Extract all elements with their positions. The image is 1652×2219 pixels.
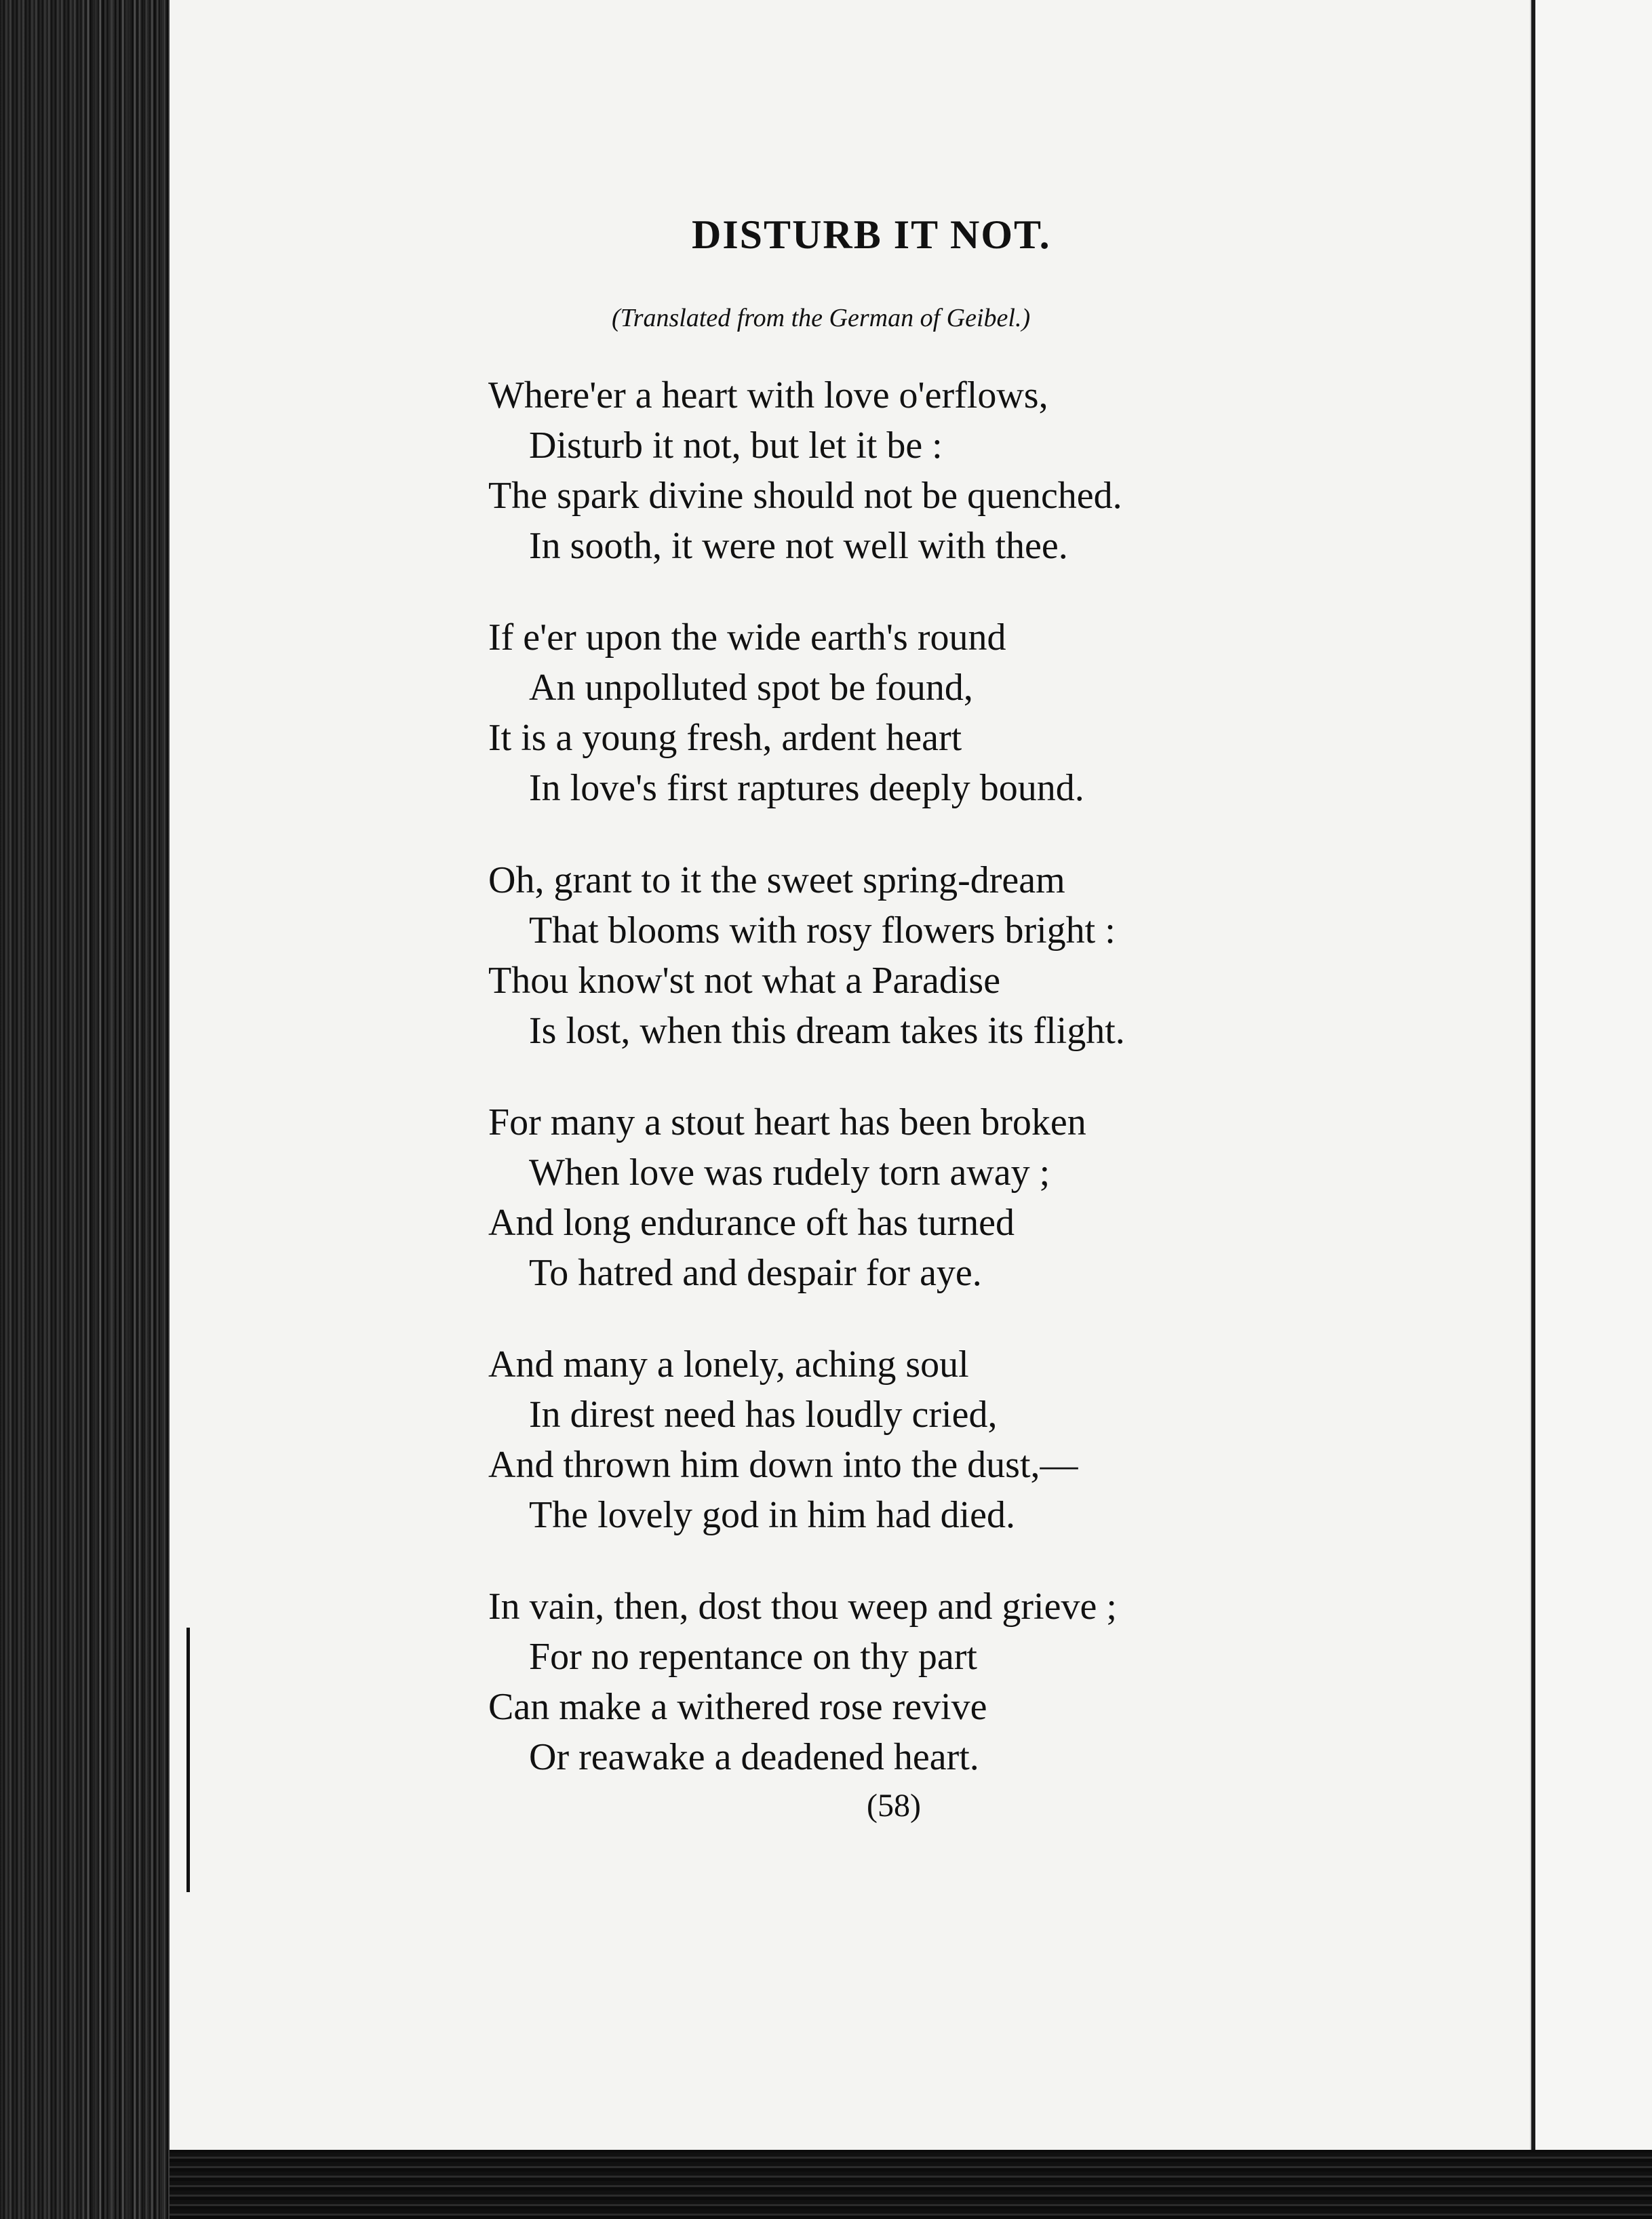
poem-line: The lovely god in him had died. [529,1494,1015,1536]
poem-line: And thrown him down into the dust,— [488,1444,1078,1486]
poem-line: The spark divine should not be quenched. [488,475,1122,517]
stanza-6 [488,1582,1117,1782]
poem-line: In love's first raptures deeply bound. [529,767,1084,809]
poem-line: And long endurance oft has turned [488,1202,1015,1244]
stanza-3 [488,855,1125,1056]
book-binding-edge [0,0,170,2219]
poem-line: Can make a withered rose revive [488,1686,987,1728]
poem-line: If e'er upon the wide earth's round [488,616,1006,659]
poem-line: In sooth, it were not well with thee. [529,525,1068,567]
margin-mark [186,1628,190,1892]
poem-line: Thou know'st not what a Paradise [488,960,1001,1002]
stanza-1 [488,370,1122,571]
poem-line: Disturb it not, but let it be : [529,425,943,467]
stanza-2 [488,612,1084,813]
poem-line: In direst need has loudly cried, [529,1394,998,1436]
poem-line: That blooms with rosy flowers bright : [529,909,1116,951]
poem-line: When love was rudely torn away ; [529,1152,1050,1194]
poem-line: An unpolluted spot be found, [529,667,973,709]
poem-subtitle: (Translated from the German of Geibel.) [612,304,1031,332]
poem-line: In vain, then, dost thou weep and grieve ; [488,1586,1117,1628]
poem-line: Where'er a heart with love o'erflows, [488,374,1048,416]
poem-line: And many a lonely, aching soul [488,1343,969,1386]
stanza-5 [488,1339,1078,1540]
poem-line: It is a young fresh, ardent heart [488,717,962,759]
page-number: (58) [867,1788,921,1824]
poem-line: Oh, grant to it the sweet spring-dream [488,859,1065,901]
poem-line: Or reawake a deadened heart. [529,1736,979,1778]
stanza-4 [488,1097,1086,1298]
poem-line: To hatred and despair for aye. [529,1252,982,1294]
poem-line: For many a stout heart has been broken [488,1101,1086,1143]
poem-title: DISTURB IT NOT. [692,212,1051,257]
poem-line: For no repentance on thy part [529,1636,977,1678]
facing-page-edge [1531,0,1652,2177]
poem-line: Is lost, when this dream takes its flight. [529,1010,1125,1052]
bottom-page-edge [170,2150,1652,2219]
